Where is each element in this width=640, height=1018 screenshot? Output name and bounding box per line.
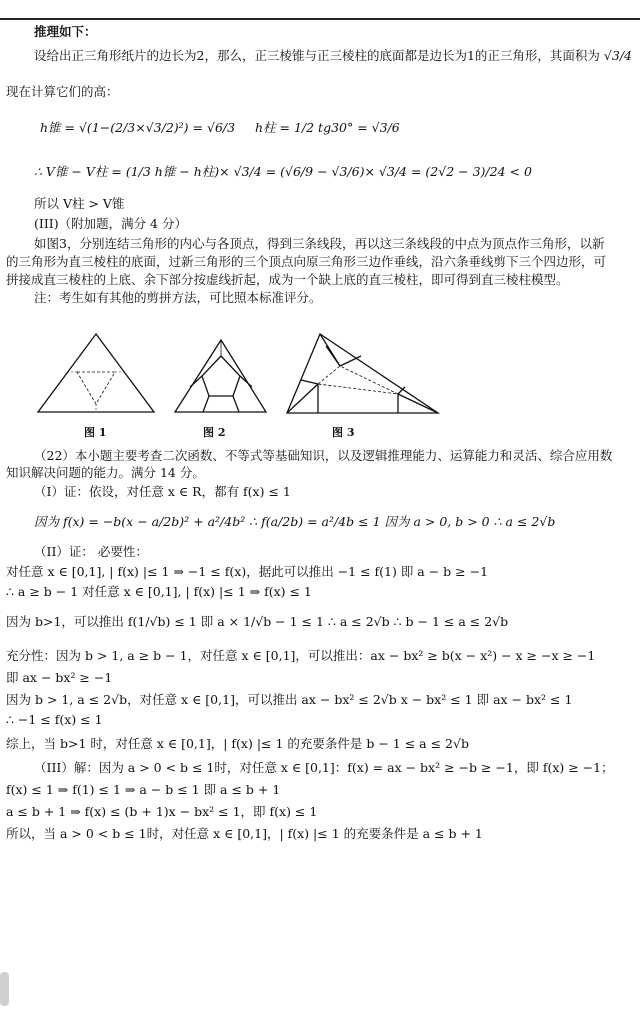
q22-part2-a: 对任意 x ∈ [0,1], | f(x) |≤ 1 ⇒ −1 ≤ f(x)，据此可以推出 −1 ≤ f(1) 即 a − b ≥ −1 <box>6 564 489 579</box>
q22-part1-proof: 因为 f(x) = −b(x − a/2b)² + a²/4b² ∴ f(a/2b) = a²/4b ≤ 1 因为 a > 0, b > 0 ∴ a ≤ 2√b <box>34 514 556 529</box>
part3-title: (III)（附加题，满分 4 分） <box>34 216 187 231</box>
q22-part2-b: ∴ a ≥ b − 1 对任意 x ∈ [0,1], | f(x) |≤ 1 ⇒ f(x) ≤ 1 <box>6 584 312 599</box>
figure-2-triangle <box>175 340 266 412</box>
heading: 推理如下： <box>34 24 97 39</box>
note: 注：考生如有其他的剪拼方法，可比照本标准评分。 <box>34 290 322 305</box>
part3-line-1: 如图3，分别连结三角形的内心与各顶点，得到三条线段，再以这三条线段的中点为顶点作三角形，以新 <box>34 236 605 251</box>
scroll-handle[interactable] <box>0 972 9 1006</box>
q22-part2-d: 充分性：因为 b > 1, a ≥ b − 1，对任意 x ∈ [0,1]，可以推出：ax − bx² ≥ b(x − x²) − x ≥ −x ≥ −1 <box>6 648 596 663</box>
q22-part2-c: 因为 b>1，可以推出 f(1/√b) ≤ 1 即 a × 1/√b − 1 ≤ 1 ∴ a ≤ 2√b ∴ b − 1 ≤ a ≤ 2√b <box>6 614 509 629</box>
q22-part3: （III）解：因为 a > 0 < b ≤ 1时，对任意 x ∈ [0,1]：f(x) = ax − bx² ≥ −b ≥ −1，即 f(x) ≥ −1； <box>34 760 614 775</box>
q22-part2-h: 综上，当 b>1 时，对任意 x ∈ [0,1]，| f(x) |≤ 1 的充要条件是 b − 1 ≤ a ≤ 2√b <box>6 736 469 751</box>
q22-part2-e: 即 ax − bx² ≥ −1 <box>6 670 113 685</box>
q22-intro-1: （22）本小题主要考查二次函数、不等式等基础知识，以及逻辑推理能力、运算能力和灵活、综合应用数 <box>34 448 613 463</box>
q22-part2-g: ∴ −1 ≤ f(x) ≤ 1 <box>6 712 103 727</box>
q22-part3-a: f(x) ≤ 1 ⇒ f(1) ≤ 1 ⇒ a − b ≤ 1 即 a ≤ b + 1 <box>6 782 281 797</box>
intro-line-1: 设给出正三角形纸片的边长为2，那么，正三棱锥与正三棱柱的底面都是边长为1的正三角形，其面积为 √3/4 <box>34 48 632 63</box>
area-value: √3/4 <box>603 48 632 63</box>
intro-line-2: 现在计算它们的高： <box>6 84 119 99</box>
q22-intro-2: 知识解决问题的能力。满分 14 分。 <box>6 465 205 480</box>
so-line: 所以 V柱 > V锥 <box>34 196 125 211</box>
figure-1-triangle <box>38 334 154 412</box>
h-cone-formula: h锥 = √(1−(2/3×√3/2)²) = √6/3 <box>40 120 236 135</box>
figure-3-triangle <box>287 334 438 413</box>
figure-1-caption: 图 1 <box>84 426 107 439</box>
figure-2-caption: 图 2 <box>203 426 226 439</box>
part3-line-2: 的三角形为直三棱柱的底面，过新三角形的三个顶点向原三角形三边作垂线，沿六条垂线剪下三个四边形，可 <box>6 254 607 269</box>
q22-part3-c: 所以，当 a > 0 < b ≤ 1时，对任意 x ∈ [0,1]，| f(x) |≤ 1 的充要条件是 a ≤ b + 1 <box>6 826 483 841</box>
q22-part2: （II）证： 必要性： <box>34 544 148 559</box>
q22-part3-b: a ≤ b + 1 ⇒ f(x) ≤ (b + 1)x − bx² ≤ 1，即 f(x) ≤ 1 <box>6 804 318 819</box>
figure-3-caption: 图 3 <box>332 426 355 439</box>
q22-part2-f: 因为 b > 1, a ≤ 2√b，对任意 x ∈ [0,1]，可以推出 ax − bx² ≤ 2√b x − bx² ≤ 1 即 ax − bx² ≤ 1 <box>6 692 573 707</box>
q22-part1: （I）证：依设，对任意 x ∈ R，都有 f(x) ≤ 1 <box>34 484 291 499</box>
volume-difference: ∴ V锥 − V柱 = (1/3 h锥 − h柱)× √3/4 = (√6/9 − √3/6)× √3/4 = (2√2 − 3)/24 < 0 <box>34 164 532 179</box>
h-prism-formula: h柱 = 1/2 tg30° = √3/6 <box>255 120 400 135</box>
part3-line-3: 拼接成直三棱柱的上底、余下部分按虚线折起，成为一个缺上底的直三棱柱，即可得到直三棱柱模型。 <box>6 272 569 287</box>
